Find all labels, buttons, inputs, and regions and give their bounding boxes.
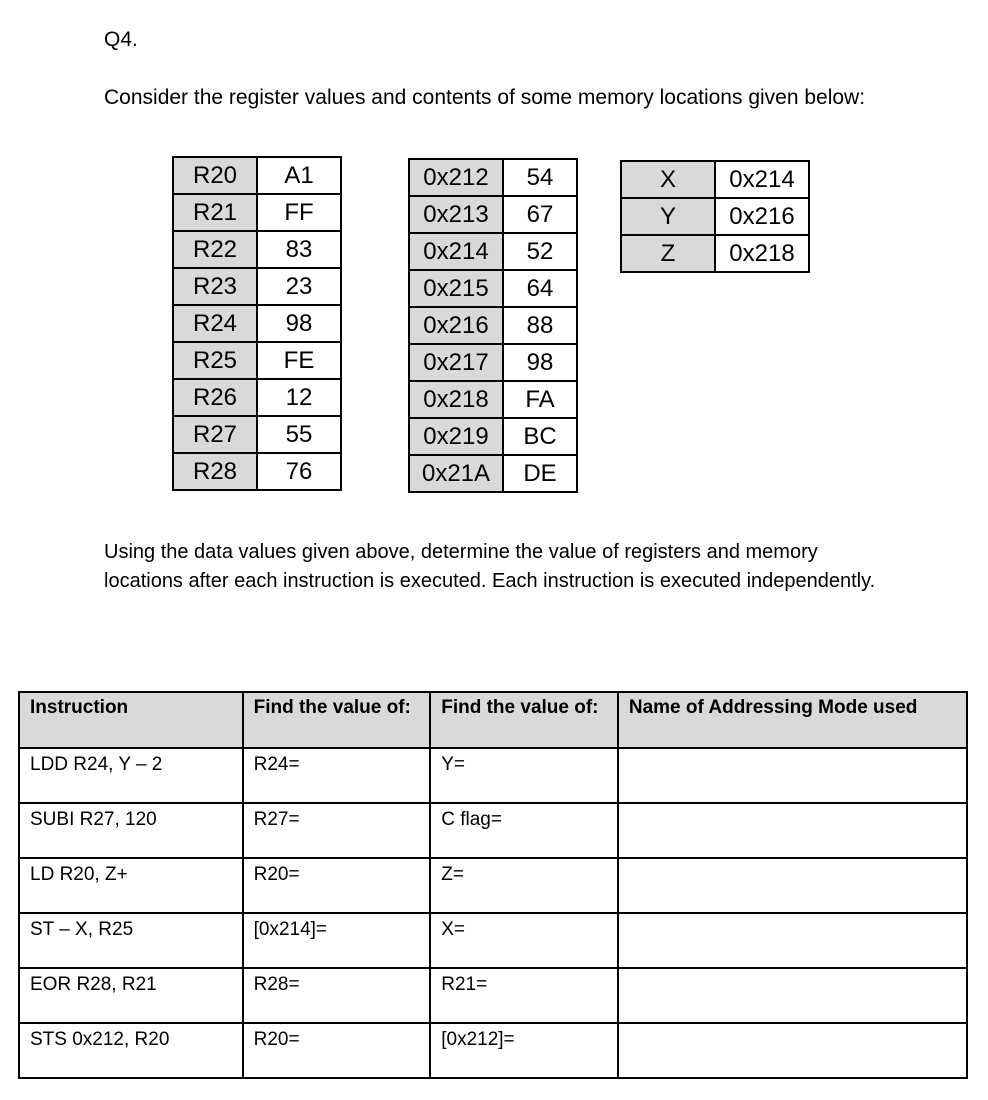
pointer-value: 0x218 bbox=[715, 235, 809, 272]
header-find-value-2: Find the value of: bbox=[430, 692, 618, 748]
memory-address: 0x213 bbox=[409, 196, 503, 233]
register-value: A1 bbox=[257, 157, 341, 194]
memory-value: 52 bbox=[503, 233, 577, 270]
instruction-cell: SUBI R27, 120 bbox=[19, 803, 243, 858]
register-row bbox=[173, 379, 341, 416]
pointer-table bbox=[620, 160, 810, 273]
register-row bbox=[173, 305, 341, 342]
question-label: Q4. bbox=[104, 28, 138, 51]
register-value: 83 bbox=[257, 231, 341, 268]
memory-value: 54 bbox=[503, 159, 577, 196]
intro-text: Consider the register values and contents of some memory locations given below: bbox=[104, 86, 866, 109]
instruction-cell: EOR R28, R21 bbox=[19, 968, 243, 1023]
pointer-name: X bbox=[621, 161, 715, 198]
register-row bbox=[173, 342, 341, 379]
addressing-mode-cell[interactable] bbox=[618, 968, 967, 1023]
pointer-value: 0x216 bbox=[715, 198, 809, 235]
register-row bbox=[173, 194, 341, 231]
find-value-cell[interactable]: R28= bbox=[243, 968, 431, 1023]
instruction-cell: ST – X, R25 bbox=[19, 913, 243, 968]
memory-address: 0x217 bbox=[409, 344, 503, 381]
table-row bbox=[19, 748, 967, 803]
question-table bbox=[18, 691, 968, 1079]
memory-address: 0x21A bbox=[409, 455, 503, 492]
pointer-row bbox=[621, 161, 809, 198]
memory-address: 0x215 bbox=[409, 270, 503, 307]
addressing-mode-cell[interactable] bbox=[618, 803, 967, 858]
question-table-header bbox=[19, 692, 967, 748]
addressing-mode-cell[interactable] bbox=[618, 913, 967, 968]
find-value-cell[interactable]: R20= bbox=[243, 1023, 431, 1078]
register-value: 98 bbox=[257, 305, 341, 342]
pointer-name: Y bbox=[621, 198, 715, 235]
register-row bbox=[173, 416, 341, 453]
register-value: 12 bbox=[257, 379, 341, 416]
memory-row bbox=[409, 307, 577, 344]
memory-value: DE bbox=[503, 455, 577, 492]
register-name: R26 bbox=[173, 379, 257, 416]
memory-row bbox=[409, 159, 577, 196]
register-name: R20 bbox=[173, 157, 257, 194]
find-value-cell[interactable]: R21= bbox=[430, 968, 618, 1023]
memory-address: 0x214 bbox=[409, 233, 503, 270]
memory-value: 88 bbox=[503, 307, 577, 344]
table-row bbox=[19, 858, 967, 913]
memory-row bbox=[409, 196, 577, 233]
find-value-cell[interactable]: [0x212]= bbox=[430, 1023, 618, 1078]
register-name: R23 bbox=[173, 268, 257, 305]
register-value: FF bbox=[257, 194, 341, 231]
memory-value: BC bbox=[503, 418, 577, 455]
register-value: FE bbox=[257, 342, 341, 379]
instructions-paragraph: Using the data values given above, determine the value of registers and memory locations after each instruction is executed. Each instruction is executed independently. bbox=[104, 541, 876, 592]
instruction-cell: LD R20, Z+ bbox=[19, 858, 243, 913]
header-instruction: Instruction bbox=[19, 692, 243, 748]
memory-row bbox=[409, 418, 577, 455]
addressing-mode-cell[interactable] bbox=[618, 858, 967, 913]
memory-value: 64 bbox=[503, 270, 577, 307]
register-name: R25 bbox=[173, 342, 257, 379]
register-name: R27 bbox=[173, 416, 257, 453]
header-find-value-1: Find the value of: bbox=[243, 692, 431, 748]
register-value: 23 bbox=[257, 268, 341, 305]
memory-value: 67 bbox=[503, 196, 577, 233]
memory-table bbox=[408, 158, 578, 493]
table-row bbox=[19, 968, 967, 1023]
addressing-mode-cell[interactable] bbox=[618, 748, 967, 803]
register-table bbox=[172, 156, 342, 491]
memory-address: 0x212 bbox=[409, 159, 503, 196]
table-row bbox=[19, 913, 967, 968]
instruction-cell: STS 0x212, R20 bbox=[19, 1023, 243, 1078]
memory-row bbox=[409, 270, 577, 307]
find-value-cell[interactable]: Z= bbox=[430, 858, 618, 913]
table-row bbox=[19, 803, 967, 858]
find-value-cell[interactable]: X= bbox=[430, 913, 618, 968]
pointer-row bbox=[621, 235, 809, 272]
find-value-cell[interactable]: R27= bbox=[243, 803, 431, 858]
register-row bbox=[173, 231, 341, 268]
find-value-cell[interactable]: C flag= bbox=[430, 803, 618, 858]
memory-row bbox=[409, 344, 577, 381]
register-name: R22 bbox=[173, 231, 257, 268]
memory-value: FA bbox=[503, 381, 577, 418]
register-name: R24 bbox=[173, 305, 257, 342]
pointer-row bbox=[621, 198, 809, 235]
instruction-cell: LDD R24, Y – 2 bbox=[19, 748, 243, 803]
table-row bbox=[19, 1023, 967, 1078]
register-name: R28 bbox=[173, 453, 257, 490]
pointer-value: 0x214 bbox=[715, 161, 809, 198]
header-addressing-mode: Name of Addressing Mode used bbox=[618, 692, 967, 748]
find-value-cell[interactable]: [0x214]= bbox=[243, 913, 431, 968]
find-value-cell[interactable]: R24= bbox=[243, 748, 431, 803]
memory-address: 0x216 bbox=[409, 307, 503, 344]
register-row bbox=[173, 157, 341, 194]
find-value-cell[interactable]: Y= bbox=[430, 748, 618, 803]
memory-row bbox=[409, 233, 577, 270]
memory-address: 0x218 bbox=[409, 381, 503, 418]
memory-row bbox=[409, 455, 577, 492]
find-value-cell[interactable]: R20= bbox=[243, 858, 431, 913]
memory-row bbox=[409, 381, 577, 418]
memory-address: 0x219 bbox=[409, 418, 503, 455]
addressing-mode-cell[interactable] bbox=[618, 1023, 967, 1078]
register-row bbox=[173, 453, 341, 490]
register-row bbox=[173, 268, 341, 305]
register-value: 76 bbox=[257, 453, 341, 490]
memory-value: 98 bbox=[503, 344, 577, 381]
pointer-name: Z bbox=[621, 235, 715, 272]
register-name: R21 bbox=[173, 194, 257, 231]
register-value: 55 bbox=[257, 416, 341, 453]
